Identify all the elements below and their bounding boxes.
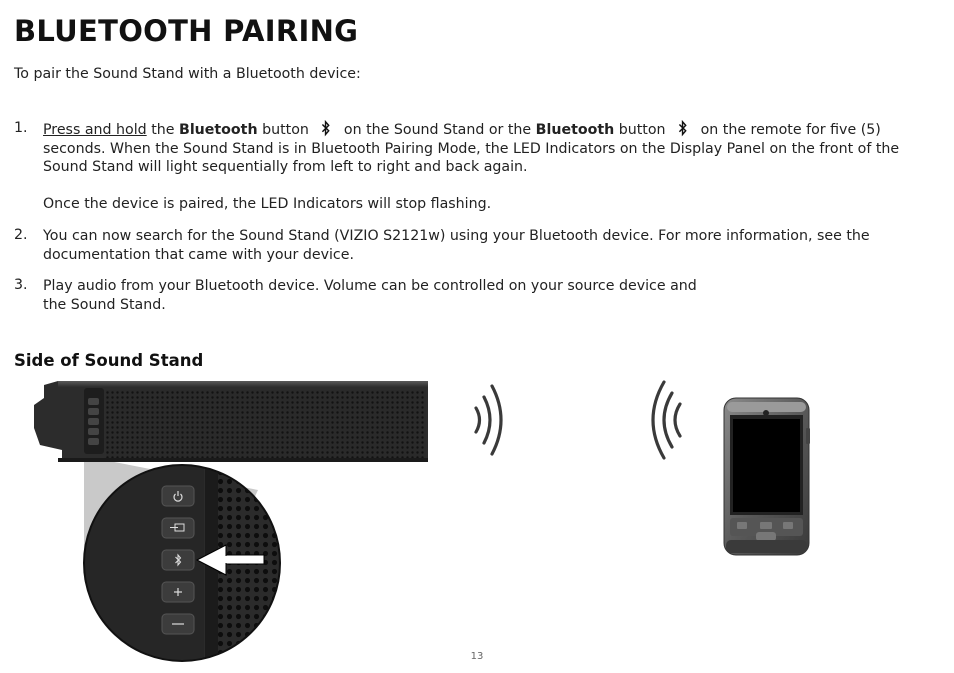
step-1-line-1: [43, 120, 899, 140]
volume-down-button: [162, 614, 194, 634]
step-text: button: [618, 122, 666, 138]
step-body: [43, 120, 899, 213]
press-and-hold-text: Press and hold: [43, 122, 147, 138]
step-1-note: Once the device is paired, the LED Indicators will stop flashing.: [43, 195, 492, 212]
bluetooth-bold-text: Bluetooth: [535, 122, 615, 138]
step-number: 3.: [14, 277, 28, 293]
step-text: button: [262, 122, 309, 138]
button-panel-closeup: [84, 465, 298, 665]
zoom-cone: [84, 460, 258, 661]
figure-subheading: Side of Sound Stand: [14, 351, 204, 370]
step-3-line-1: Play audio from your Bluetooth device. Volume can be controlled on your source device and: [43, 278, 697, 294]
page-title: BLUETOOTH PAIRING: [14, 14, 359, 48]
intro-text: To pair the Sound Stand with a Bluetooth device:: [14, 66, 361, 82]
bluetooth-icon: [676, 120, 690, 138]
power-icon: [174, 491, 182, 501]
volume-up-button: [162, 582, 194, 602]
signal-waves-left-icon: [653, 382, 680, 458]
bluetooth-icon: [176, 555, 181, 565]
page-number: 13: [470, 651, 484, 662]
step-2-line-2: documentation that came with your device.: [43, 246, 354, 263]
bluetooth-button: [162, 550, 194, 570]
step-2-line-1: You can now search for the Sound Stand (VIZIO S2121w) using your Bluetooth device. For more information, see the: [43, 228, 870, 244]
step-text: on the Sound Stand or the: [343, 122, 532, 138]
bluetooth-icon: [319, 120, 333, 138]
step-number: 1.: [14, 120, 28, 136]
step-1-line-2: seconds. When the Sound Stand is in Bluetooth Pairing Mode, the LED Indicators on the Display Panel on the front of the: [43, 140, 900, 157]
step-text: the: [151, 122, 175, 138]
bluetooth-bold-text: Bluetooth: [179, 122, 258, 138]
step-1-line-3: Sound Stand will light sequentially from left to right and back again.: [43, 159, 528, 175]
step-text: on the remote for five (5): [700, 122, 881, 138]
step-number: 2.: [14, 227, 28, 243]
step-3-line-2: the Sound Stand.: [43, 296, 166, 313]
power-button: [162, 486, 194, 506]
signal-waves-right-icon: [476, 386, 501, 454]
smartphone-device: [724, 398, 810, 555]
step-body: [43, 227, 870, 264]
input-icon: [170, 524, 184, 531]
step-body: [43, 277, 697, 314]
volume-up-icon: [174, 588, 182, 596]
arrow-left-icon: [197, 545, 264, 575]
sound-stand-device: [34, 381, 428, 462]
input-button: [162, 518, 194, 538]
